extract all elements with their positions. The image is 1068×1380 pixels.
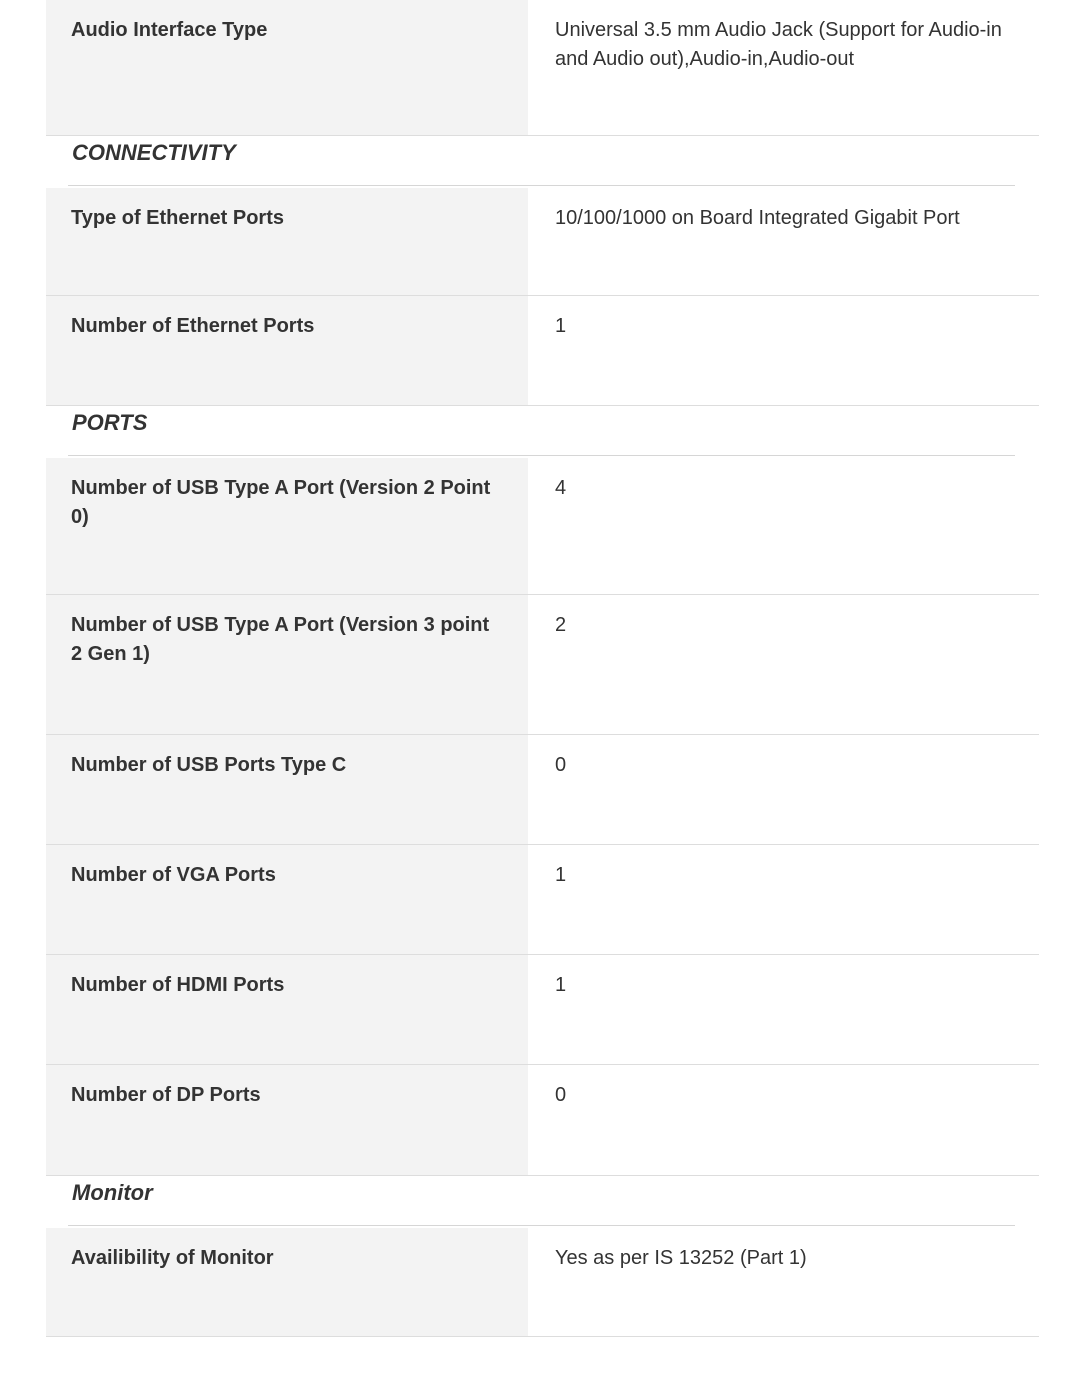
spec-label: Number of USB Type A Port (Version 2 Point 0) xyxy=(46,458,528,594)
spec-value: 1 xyxy=(555,864,567,886)
spec-row-usb-type-a-v3 xyxy=(46,595,1039,735)
spec-value: 0 xyxy=(555,754,567,776)
spec-row-usb-type-a-v2 xyxy=(46,458,1039,595)
spec-row-audio-interface-type xyxy=(46,0,1039,136)
spec-value: 4 xyxy=(555,477,567,499)
section-divider xyxy=(68,185,1015,186)
spec-row-hdmi-ports xyxy=(46,955,1039,1065)
spec-value: Yes as per IS 13252 (Part 1) xyxy=(555,1247,807,1269)
section-divider xyxy=(68,1225,1015,1226)
spec-row-dp-ports xyxy=(46,1065,1039,1176)
section-divider xyxy=(68,455,1015,456)
section-header-connectivity xyxy=(46,136,1039,186)
spec-label: Number of USB Ports Type C xyxy=(46,735,528,844)
spec-label: Number of VGA Ports xyxy=(46,845,528,954)
spec-label: Type of Ethernet Ports xyxy=(46,188,528,295)
spec-row-vga-ports xyxy=(46,845,1039,955)
section-header-ports xyxy=(46,406,1039,456)
spec-table xyxy=(46,0,1039,1337)
spec-value: 2 xyxy=(555,614,567,636)
spec-row-availability-of-monitor xyxy=(46,1228,1039,1337)
section-header-monitor xyxy=(46,1176,1039,1226)
spec-label: Number of Ethernet Ports xyxy=(46,296,528,405)
spec-row-usb-type-c xyxy=(46,735,1039,845)
section-title: Monitor xyxy=(72,1180,153,1205)
spec-label: Audio Interface Type xyxy=(46,0,528,135)
section-title: PORTS xyxy=(72,410,148,435)
spec-value: 1 xyxy=(555,315,567,337)
spec-value: 1 xyxy=(555,974,567,996)
spec-value: 0 xyxy=(555,1084,567,1106)
spec-label: Availibility of Monitor xyxy=(46,1228,528,1336)
spec-row-type-of-ethernet-ports xyxy=(46,188,1039,296)
spec-value: Universal 3.5 mm Audio Jack (Support for Audio-in and Audio out),Audio-in,Audio-out xyxy=(555,19,1002,70)
spec-label: Number of HDMI Ports xyxy=(46,955,528,1064)
section-title: CONNECTIVITY xyxy=(72,140,236,165)
spec-row-number-of-ethernet-ports xyxy=(46,296,1039,406)
spec-label: Number of DP Ports xyxy=(46,1065,528,1175)
spec-value: 10/100/1000 on Board Integrated Gigabit Port xyxy=(555,207,960,229)
spec-label: Number of USB Type A Port (Version 3 point 2 Gen 1) xyxy=(46,595,528,734)
